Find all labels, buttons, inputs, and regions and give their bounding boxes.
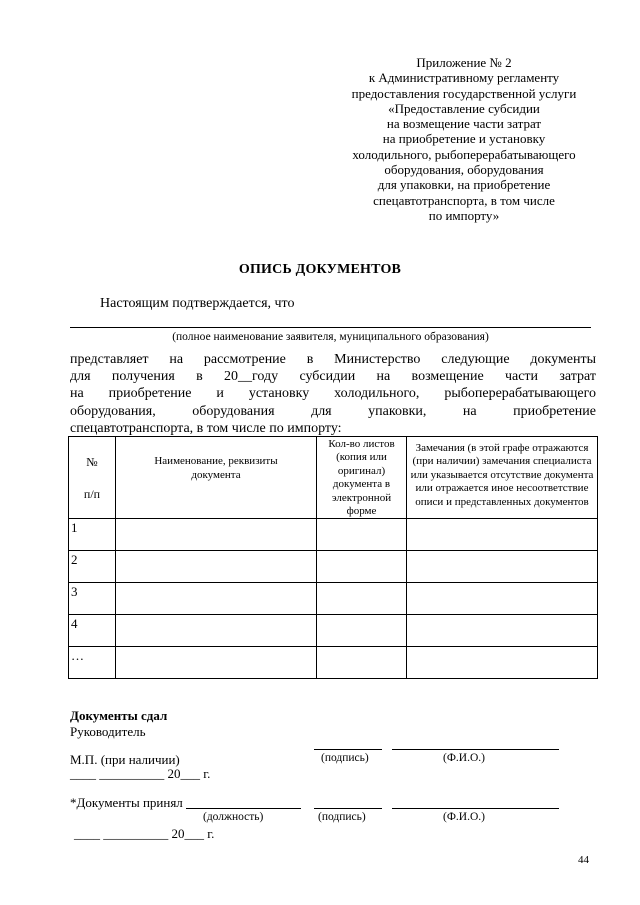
row-remarks-cell[interactable] (407, 519, 598, 551)
row-number: 1 (69, 519, 116, 551)
row-copies-cell[interactable] (317, 615, 407, 647)
row-remarks-cell[interactable] (407, 615, 598, 647)
head-label: Руководитель (70, 724, 146, 739)
appendix-line: на возмещение части затрат (386, 116, 542, 132)
row-name-cell[interactable] (116, 519, 317, 551)
appendix-line: «Предоставление субсидии (388, 100, 540, 116)
header-name (116, 437, 317, 519)
intro-line: для получения в 20__году субсидии на возмещение части затрат (70, 369, 596, 385)
intro-paragraph (70, 351, 596, 437)
documents-table (68, 436, 598, 679)
appendix-line: предоставления государственной услуги (351, 85, 577, 101)
appendix-line: к Административному регламенту (368, 70, 560, 86)
appendix-line: для упаковки, на приобретение (377, 177, 551, 193)
header-num (69, 437, 116, 519)
confirm-text: Настоящим подтверждается, что (100, 296, 295, 311)
table-row (69, 583, 598, 615)
accepted-fio-line[interactable] (392, 808, 559, 809)
accepted-position-line[interactable] (186, 808, 301, 809)
row-name-cell[interactable] (116, 583, 317, 615)
stamp-label: М.П. (при наличии) (70, 752, 180, 767)
position-hint: (должность) (203, 811, 264, 823)
submitted-signature-line[interactable] (314, 749, 382, 750)
header-num-bottom: п/п (83, 486, 101, 501)
row-copies-cell[interactable] (317, 647, 407, 679)
fio-hint: (Ф.И.О.) (443, 811, 485, 823)
accepted-label: *Документы принял (70, 795, 183, 810)
applicant-name-line[interactable] (70, 327, 591, 328)
table-row (69, 615, 598, 647)
table-header-row (69, 437, 598, 519)
row-copies-cell[interactable] (317, 551, 407, 583)
table-row (69, 519, 598, 551)
table-row (69, 647, 598, 679)
row-remarks-cell[interactable] (407, 647, 598, 679)
row-copies-cell[interactable] (317, 519, 407, 551)
intro-line: оборудования, оборудования для упаковки, на приобретение (70, 403, 596, 419)
submitted-date-line[interactable]: ____ __________ 20___ г. (70, 766, 211, 781)
row-number: 2 (69, 551, 116, 583)
header-copies (317, 437, 407, 519)
header-name-text: Наименование, реквизиты документа (154, 455, 278, 481)
intro-line: представляет на рассмотрение в Министерство следующие документы (70, 352, 596, 367)
row-remarks-cell[interactable] (407, 583, 598, 615)
appendix-line: на приобретение и установку (382, 131, 546, 147)
header-remarks-text: Замечания (в этой графе отражаются (при наличии) замечания специалиста или указывается отсутствие документа или отражается иное несоответствие описи и представленных документов (410, 442, 594, 508)
page-number: 44 (578, 854, 589, 866)
signature-hint: (подпись) (321, 752, 369, 764)
row-remarks-cell[interactable] (407, 551, 598, 583)
signature-hint: (подпись) (318, 811, 366, 823)
accepted-signature-line[interactable] (314, 808, 382, 809)
submitted-title: Документы сдал (70, 708, 168, 723)
row-name-cell[interactable] (116, 615, 317, 647)
applicant-hint: (полное наименование заявителя, муниципального образования) (172, 331, 489, 343)
appendix-line: по импорту» (428, 207, 500, 223)
appendix-line: спецавтотранспорта, в том числе (373, 192, 555, 208)
header-remarks (407, 437, 598, 519)
row-name-cell[interactable] (116, 647, 317, 679)
appendix-header (300, 55, 628, 223)
row-number: 4 (69, 615, 116, 647)
header-copies-text: Кол-во листов (копия или оригинал) документа в электронной форме (328, 438, 395, 518)
row-name-cell[interactable] (116, 551, 317, 583)
table-row (69, 551, 598, 583)
document-title: ОПИСЬ ДОКУМЕНТОВ (238, 262, 402, 277)
intro-line: на приобретение и установку холодильного, рыбоперерабатывающего (70, 386, 596, 402)
row-copies-cell[interactable] (317, 583, 407, 615)
fio-hint: (Ф.И.О.) (443, 752, 485, 764)
accepted-date-line[interactable]: ____ __________ 20___ г. (74, 826, 215, 841)
row-number: … (69, 647, 116, 679)
appendix-line: оборудования, оборудования (384, 162, 544, 178)
submitted-fio-line[interactable] (392, 749, 559, 750)
header-num-top: № (86, 454, 98, 469)
intro-line: спецавтотранспорта, в том числе по импорту: (70, 420, 342, 436)
row-number: 3 (69, 583, 116, 615)
appendix-line: Приложение № 2 (416, 55, 512, 70)
appendix-line: холодильного, рыбоперерабатывающего (352, 146, 576, 162)
